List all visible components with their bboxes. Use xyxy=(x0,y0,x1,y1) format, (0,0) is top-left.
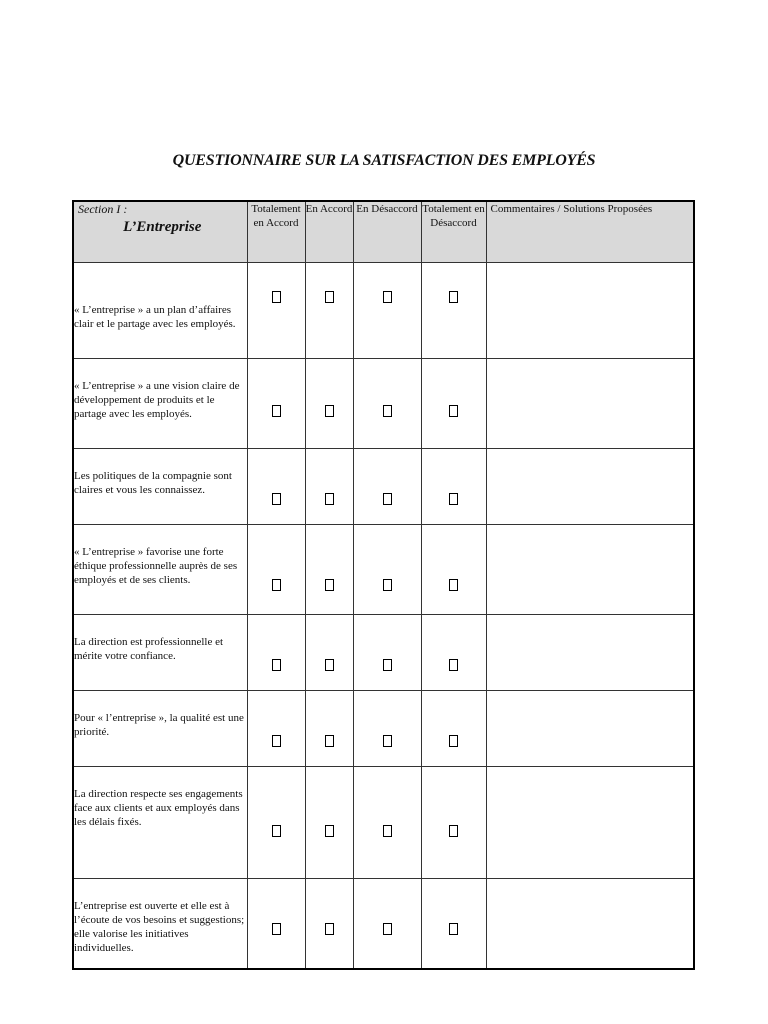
checkbox-en-accord[interactable] xyxy=(325,659,334,671)
checkbox-totalement-en-desaccord[interactable] xyxy=(449,659,458,671)
table-header-row xyxy=(73,201,694,263)
page-title: QUESTIONNAIRE SUR LA SATISFACTION DES EMPLOYÉS xyxy=(172,152,596,169)
statement-text: La direction est professionnelle et mérite votre confiance. xyxy=(74,636,224,662)
statement-cell xyxy=(73,879,247,969)
statement-text: « L’entreprise » a une vision claire de développement de produits et le partage avec les employés. xyxy=(74,380,240,420)
comment-cell[interactable] xyxy=(486,263,694,359)
checkbox-totalement-en-desaccord[interactable] xyxy=(449,579,458,591)
checkbox-en-accord[interactable] xyxy=(325,493,334,505)
section-name: L’Entreprise xyxy=(123,219,202,235)
col-commentaires: Commentaires / Solutions Proposées xyxy=(486,201,694,263)
checkbox-totalement-en-accord[interactable] xyxy=(272,825,281,837)
table-row xyxy=(73,449,694,525)
checkbox-totalement-en-desaccord[interactable] xyxy=(449,493,458,505)
statement-text: « L’entreprise » favorise une forte éthique professionnelle auprès de ses employés et de ses clients. xyxy=(74,546,238,586)
comment-cell[interactable] xyxy=(486,449,694,525)
section-header xyxy=(73,201,247,263)
comment-cell[interactable] xyxy=(486,525,694,615)
comment-cell[interactable] xyxy=(486,691,694,767)
checkbox-en-desaccord[interactable] xyxy=(383,659,392,671)
statement-cell xyxy=(73,449,247,525)
table-row xyxy=(73,359,694,449)
statement-text: L’entreprise est ouverte et elle est à l’écoute de vos besoins et suggestions; elle valorise les initiatives individuelles. xyxy=(74,900,245,954)
checkbox-en-desaccord[interactable] xyxy=(383,735,392,747)
checkbox-totalement-en-accord[interactable] xyxy=(272,493,281,505)
checkbox-totalement-en-desaccord[interactable] xyxy=(449,825,458,837)
checkbox-en-accord[interactable] xyxy=(325,923,334,935)
table-row xyxy=(73,691,694,767)
checkbox-totalement-en-accord[interactable] xyxy=(272,579,281,591)
statement-cell xyxy=(73,359,247,449)
checkbox-en-accord[interactable] xyxy=(325,405,334,417)
checkbox-totalement-en-accord[interactable] xyxy=(272,291,281,303)
statement-cell xyxy=(73,691,247,767)
comment-cell[interactable] xyxy=(486,359,694,449)
checkbox-en-desaccord[interactable] xyxy=(383,405,392,417)
checkbox-totalement-en-accord[interactable] xyxy=(272,405,281,417)
table-row xyxy=(73,615,694,691)
comment-cell[interactable] xyxy=(486,767,694,879)
table-row xyxy=(73,525,694,615)
table-row xyxy=(73,879,694,969)
col-en-accord: En Accord xyxy=(305,201,353,263)
checkbox-en-desaccord[interactable] xyxy=(383,923,392,935)
table-row xyxy=(73,767,694,879)
checkbox-totalement-en-desaccord[interactable] xyxy=(449,405,458,417)
checkbox-en-desaccord[interactable] xyxy=(383,493,392,505)
checkbox-totalement-en-desaccord[interactable] xyxy=(449,291,458,303)
checkbox-en-desaccord[interactable] xyxy=(383,579,392,591)
statement-cell xyxy=(73,525,247,615)
col-en-desaccord: En Désaccord xyxy=(353,201,421,263)
checkbox-totalement-en-accord[interactable] xyxy=(272,735,281,747)
checkbox-en-accord[interactable] xyxy=(325,825,334,837)
questionnaire-table xyxy=(72,200,695,970)
checkbox-en-desaccord[interactable] xyxy=(383,825,392,837)
checkbox-en-desaccord[interactable] xyxy=(383,291,392,303)
checkbox-totalement-en-accord[interactable] xyxy=(272,659,281,671)
checkbox-totalement-en-desaccord[interactable] xyxy=(449,923,458,935)
comment-cell[interactable] xyxy=(486,615,694,691)
col-totalement-en-desaccord: Totalement en Désaccord xyxy=(421,201,486,263)
statement-text: Les politiques de la compagnie sont claires et vous les connaissez. xyxy=(74,470,232,496)
checkbox-en-accord[interactable] xyxy=(325,735,334,747)
checkbox-en-accord[interactable] xyxy=(325,579,334,591)
statement-cell xyxy=(73,615,247,691)
statement-text: Pour « l’entreprise », la qualité est une priorité. xyxy=(74,712,244,738)
checkbox-totalement-en-accord[interactable] xyxy=(272,923,281,935)
col-totalement-en-accord: Totalement en Accord xyxy=(247,201,305,263)
checkbox-en-accord[interactable] xyxy=(325,291,334,303)
statement-text: La direction respecte ses engagements face aux clients et aux employés dans les délais fixés. xyxy=(74,788,243,828)
statement-text: « L’entreprise » a un plan d’affaires clair et le partage avec les employés. xyxy=(74,304,236,330)
statement-cell xyxy=(73,767,247,879)
section-label: Section I : xyxy=(78,202,128,216)
comment-cell[interactable] xyxy=(486,879,694,969)
table-row xyxy=(73,263,694,359)
statement-cell xyxy=(73,263,247,359)
checkbox-totalement-en-desaccord[interactable] xyxy=(449,735,458,747)
